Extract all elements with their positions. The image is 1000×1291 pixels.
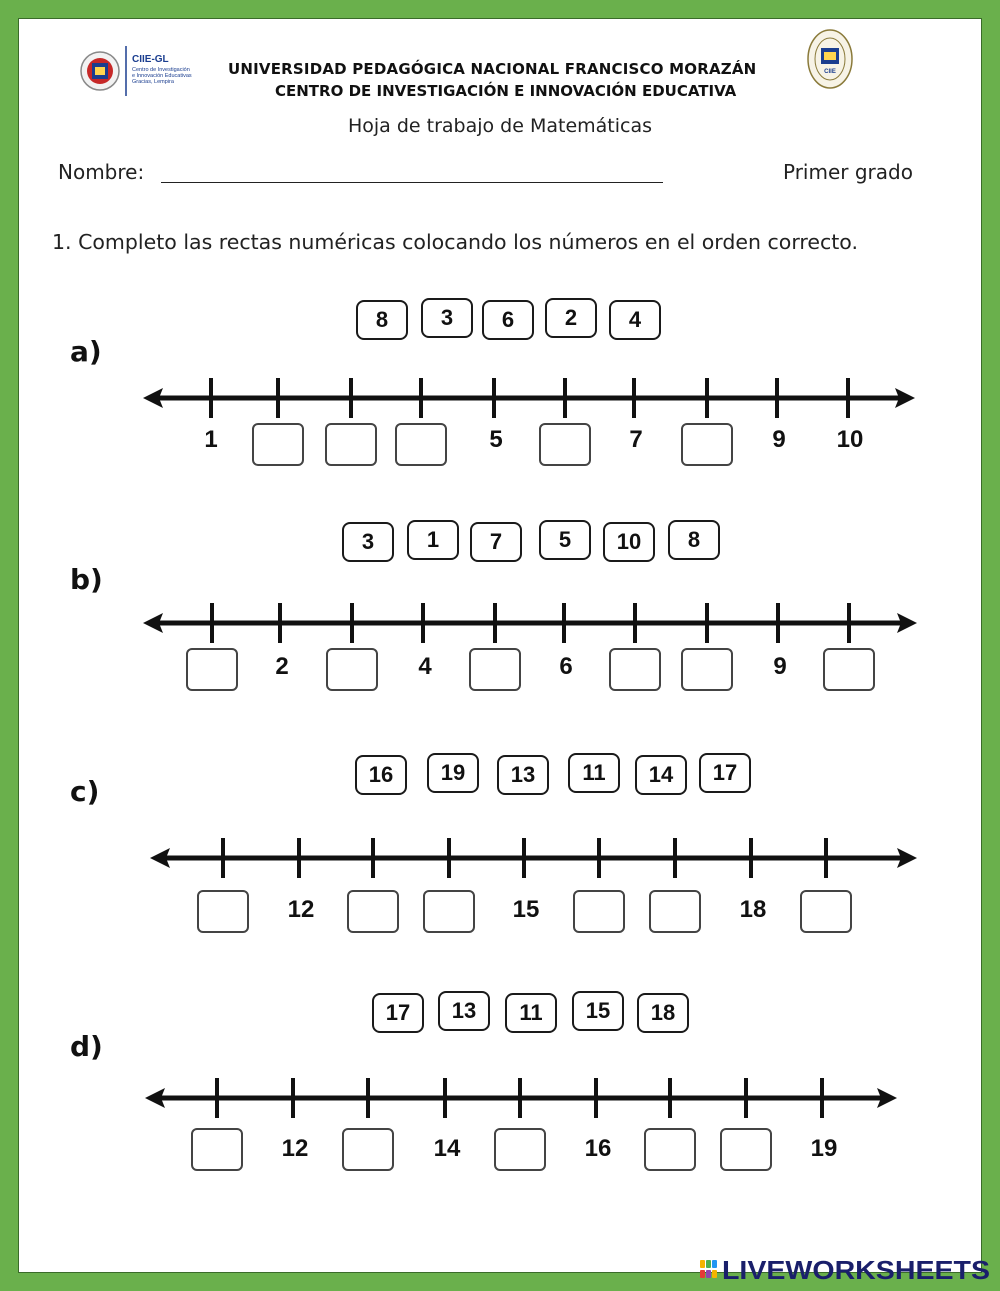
answer-box[interactable] xyxy=(644,1128,696,1171)
number-chip[interactable]: 4 xyxy=(609,300,661,340)
brand-text: LIVEWORKSHEETS xyxy=(722,1255,990,1285)
center-name: CENTRO DE INVESTIGACIÓN E INNOVACIÓN EDUCATIVA xyxy=(275,82,737,100)
grade-label: Primer grado xyxy=(783,160,913,184)
number-chip[interactable]: 5 xyxy=(539,520,591,560)
brand-square-purple xyxy=(706,1270,711,1278)
number-chip[interactable]: 17 xyxy=(372,993,424,1033)
number-chip[interactable]: 18 xyxy=(637,993,689,1033)
tick-number: 6 xyxy=(559,653,573,680)
tick-number: 10 xyxy=(836,426,864,453)
brand-square-yellow xyxy=(700,1260,705,1268)
tick-number: 7 xyxy=(629,426,643,453)
number-chip[interactable]: 15 xyxy=(572,991,624,1031)
number-chip[interactable]: 3 xyxy=(342,522,394,562)
logo-left-title: CIIE-GL xyxy=(132,54,169,65)
number-chip[interactable]: 13 xyxy=(438,991,490,1031)
brand-square-blue xyxy=(712,1260,717,1268)
number-chip[interactable]: 11 xyxy=(505,993,557,1033)
university-name: UNIVERSIDAD PEDAGÓGICA NACIONAL FRANCISCO MORAZÁN xyxy=(228,60,757,78)
instruction-text: 1. Completo las rectas numéricas colocando los números en el orden correcto. xyxy=(52,230,858,254)
tick-number: 18 xyxy=(739,896,767,923)
number-chip[interactable]: 14 xyxy=(635,755,687,795)
answer-box[interactable] xyxy=(494,1128,546,1171)
tick-number: 2 xyxy=(275,653,289,680)
section-label: a) xyxy=(70,335,102,368)
tick-number: 1 xyxy=(204,426,218,453)
number-chip[interactable]: 3 xyxy=(421,298,473,338)
number-chip[interactable]: 16 xyxy=(355,755,407,795)
worksheet-title: Hoja de trabajo de Matemáticas xyxy=(347,115,653,137)
number-chip[interactable]: 8 xyxy=(356,300,408,340)
number-chip[interactable]: 19 xyxy=(427,753,479,793)
brand-square-red xyxy=(700,1270,705,1278)
brand-square-green xyxy=(706,1260,711,1268)
number-chip[interactable]: 11 xyxy=(568,753,620,793)
number-chip[interactable]: 8 xyxy=(668,520,720,560)
number-chip[interactable]: 13 xyxy=(497,755,549,795)
brand-square-yellow-2 xyxy=(712,1270,717,1278)
number-chip[interactable]: 6 xyxy=(482,300,534,340)
name-label: Nombre: xyxy=(58,160,145,184)
number-chip[interactable]: 1 xyxy=(407,520,459,560)
tick-number: 9 xyxy=(773,653,787,680)
tick-number: 16 xyxy=(584,1135,612,1162)
tick-number: 12 xyxy=(287,896,315,923)
tick-number: 19 xyxy=(810,1135,838,1162)
tick-number: 12 xyxy=(281,1135,309,1162)
number-chip[interactable]: 2 xyxy=(545,298,597,338)
section-label: d) xyxy=(70,1030,103,1063)
number-chip[interactable]: 7 xyxy=(470,522,522,562)
logo-left-sub2: e Innovación Educativas xyxy=(132,73,192,79)
section-label: b) xyxy=(70,563,103,596)
logo-left-sub1: Centro de Investigación xyxy=(132,67,190,73)
tick-number: 5 xyxy=(489,426,503,453)
liveworksheets-brand xyxy=(700,1252,992,1288)
tick-number: 14 xyxy=(433,1135,461,1162)
logo-right-text: CIIE xyxy=(824,69,836,75)
tick-number: 4 xyxy=(418,653,432,680)
number-chip[interactable]: 10 xyxy=(603,522,655,562)
tick-number: 9 xyxy=(772,426,786,453)
answer-box[interactable] xyxy=(720,1128,772,1171)
number-chip[interactable]: 17 xyxy=(699,753,751,793)
logo-left-sub3: Gracias, Lempira xyxy=(132,79,174,85)
section-label: c) xyxy=(70,775,100,808)
tick-number: 15 xyxy=(512,896,540,923)
answer-box[interactable] xyxy=(191,1128,243,1171)
answer-box[interactable] xyxy=(342,1128,394,1171)
